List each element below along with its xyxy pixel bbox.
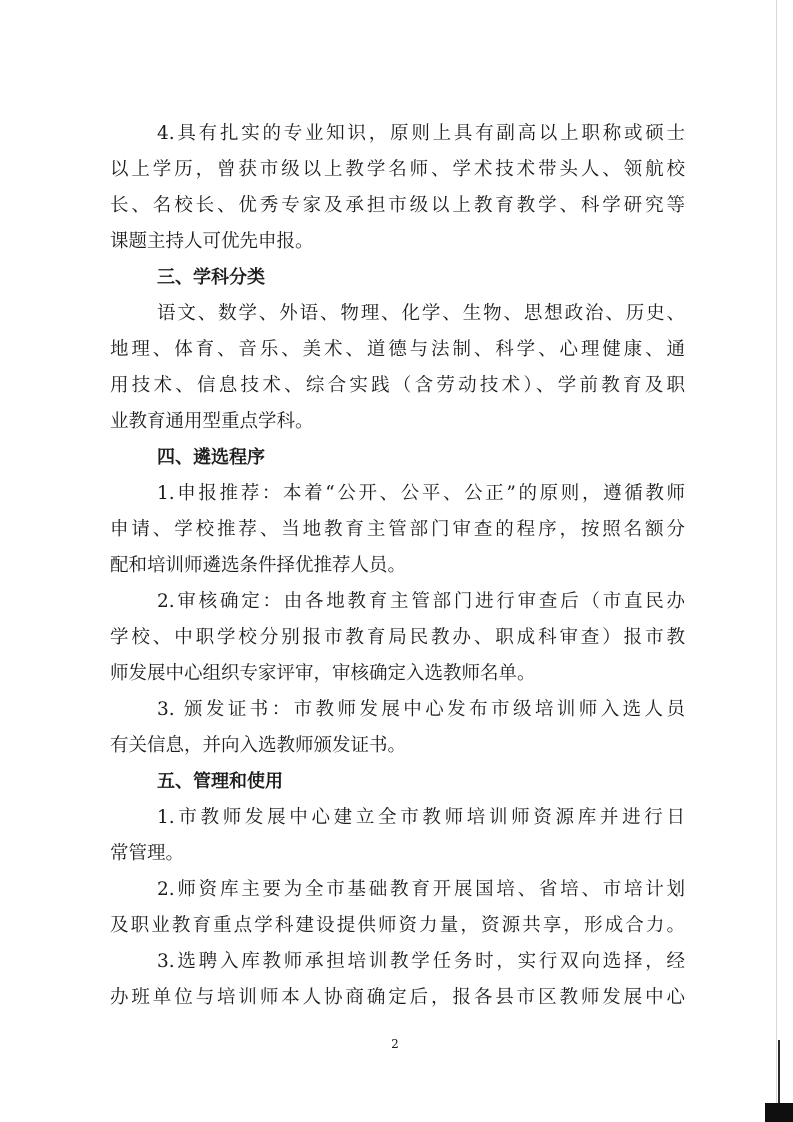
paragraph-line: 常管理。 [110,843,185,864]
paragraph-line: 用技术、信息技术、综合实践（含劳动技术）、学前教育及职 [110,375,685,396]
paragraph-line: 以上学历，曾获市级以上教学名师、学术技术带头人、领航校 [110,159,685,180]
paragraph-line: 3. 颁发证书：市教师发展中心发布市级培训师入选人员 [157,699,685,720]
paragraph-line: 配和培训师遴选条件择优推荐人员。 [110,555,407,576]
scan-corner-line [778,1040,780,1103]
paragraph-line: 学校、中职学校分别报市教育局民教办、职成科审查）报市教 [110,627,685,648]
section-heading: 五、管理和使用 [157,771,283,792]
page-number: 2 [391,1037,399,1051]
paragraph-line: 1.申报推荐：本着“公开、公平、公正”的原则，遵循教师 [157,483,685,504]
paragraph-line: 1.市教师发展中心建立全市教师培训师资源库并进行日 [157,807,685,828]
paragraph-line: 课题主持人可优先申报。 [110,231,314,252]
scan-corner-mark [765,1103,793,1122]
scan-edge-line [776,0,777,1122]
paragraph-line: 4.具有扎实的专业知识，原则上具有副高以上职称或硕士 [157,123,685,144]
paragraph-line: 语文、数学、外语、物理、化学、生物、思想政治、历史、 [157,303,685,324]
section-heading: 三、学科分类 [157,267,265,288]
section-heading: 四、遴选程序 [157,447,265,468]
paragraph-line: 有关信息，并向入选教师颁发证书。 [110,735,407,756]
paragraph-line: 办班单位与培训师本人协商确定后，报各县市区教师发展中心 [110,987,685,1008]
paragraph-line: 师发展中心组织专家评审，审核确定入选教师名单。 [110,663,536,684]
paragraph-line: 2.审核确定：由各地教育主管部门进行审查后（市直民办 [157,591,685,612]
paragraph-line: 2.师资库主要为全市基础教育开展国培、省培、市培计划 [157,879,685,900]
paragraph-line: 地理、体育、音乐、美术、道德与法制、科学、心理健康、通 [110,339,685,360]
paragraph-line: 申请、学校推荐、当地教育主管部门审查的程序，按照名额分 [110,519,685,540]
paragraph-line: 业教育通用型重点学科。 [110,411,314,432]
paragraph-line: 及职业教育重点学科建设提供师资力量，资源共享，形成合力。 [110,915,685,936]
paragraph-line: 3.选聘入库教师承担培训教学任务时，实行双向选择，经 [157,951,685,972]
paragraph-line: 长、名校长、优秀专家及承担市级以上教育教学、科学研究等 [110,195,685,216]
